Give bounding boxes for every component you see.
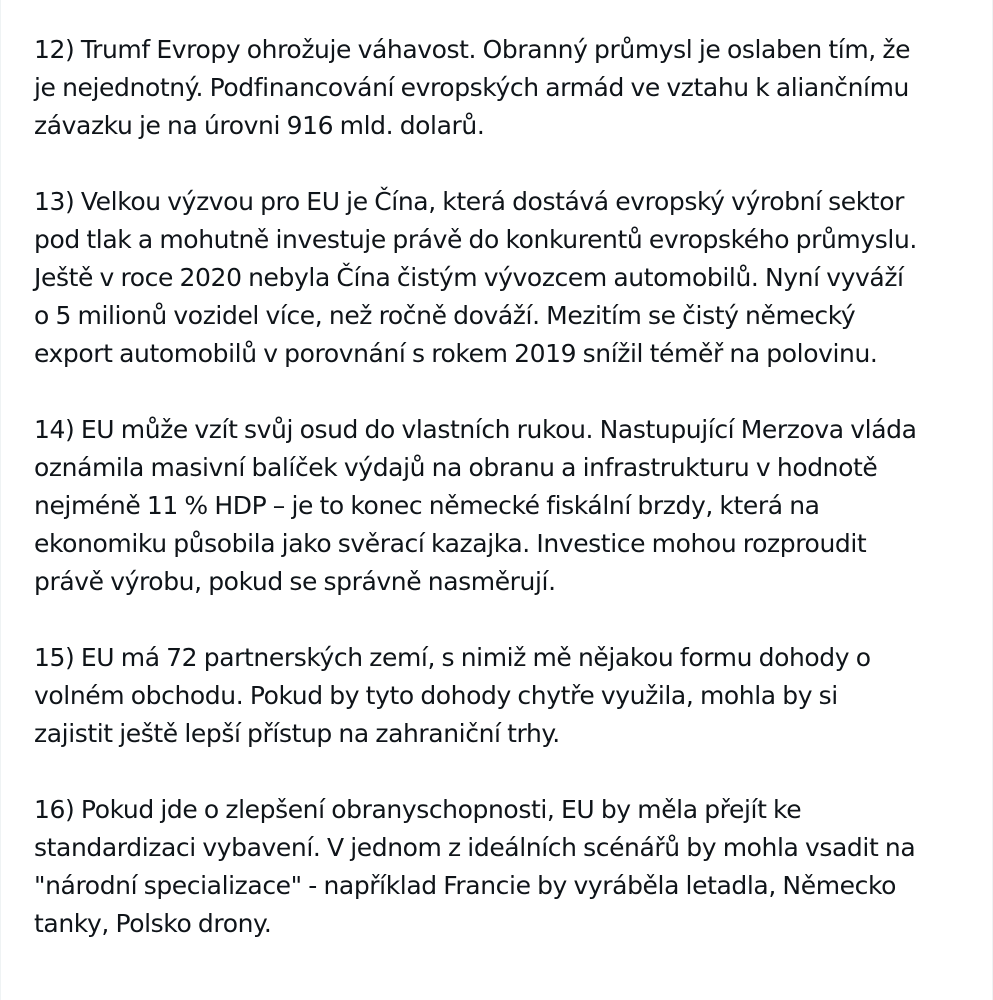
paragraph-12 <box>34 31 969 145</box>
text-line: 13) Velkou výzvou pro EU je Čína, která dostává evropský výrobní sektor <box>34 187 904 216</box>
text-line: volném obchodu. Pokud by tyto dohody chytře využila, mohla by si <box>34 681 838 710</box>
text-line: právě výrobu, pokud se správně nasměrují. <box>34 567 556 596</box>
paragraph-15 <box>34 639 969 753</box>
text-line: oznámila masivní balíček výdajů na obranu a infrastrukturu v hodnotě <box>34 453 878 482</box>
post-text <box>34 31 969 981</box>
text-line: 14) EU může vzít svůj osud do vlastních rukou. Nastupující Merzova vláda <box>34 415 917 444</box>
text-line: o 5 milionů vozidel více, než ročně dováží. Mezitím se čistý německý <box>34 301 856 330</box>
text-line: 15) EU má 72 partnerských zemí, s nimiž mě nějakou formu dohody o <box>34 643 871 672</box>
text-line: ekonomiku působila jako svěrací kazajka. Investice mohou rozproudit <box>34 529 867 558</box>
text-line: zajistit ještě lepší přístup na zahraniční trhy. <box>34 719 560 748</box>
text-line: export automobilů v porovnání s rokem 2019 snížil téměř na polovinu. <box>34 339 878 368</box>
text-line: "národní specializace" - například Francie by vyráběla letadla, Německo <box>34 871 897 900</box>
text-line: závazku je na úrovni 916 mld. dolarů. <box>34 111 485 140</box>
paragraph-14 <box>34 411 969 601</box>
paragraph-13 <box>34 183 969 373</box>
text-line: nejméně 11 % HDP – je to konec německé fiskální brzdy, která na <box>34 491 820 520</box>
text-line: je nejednotný. Podfinancování evropských armád ve vztahu k aliančnímu <box>34 73 909 102</box>
text-line: standardizaci vybavení. V jednom z ideálních scénářů by mohla vsadit na <box>34 833 916 862</box>
text-line: pod tlak a mohutně investuje právě do konkurentů evropského průmyslu. <box>34 225 917 254</box>
text-line: Ještě v roce 2020 nebyla Čína čistým vývozcem automobilů. Nyní vyváží <box>34 263 904 292</box>
text-line: 16) Pokud jde o zlepšení obranyschopnosti, EU by měla přejít ke <box>34 795 802 824</box>
text-line: 12) Trumf Evropy ohrožuje váhavost. Obranný průmysl je oslaben tím, že <box>34 35 911 64</box>
paragraph-16 <box>34 791 969 943</box>
text-line: tanky, Polsko drony. <box>34 909 272 938</box>
